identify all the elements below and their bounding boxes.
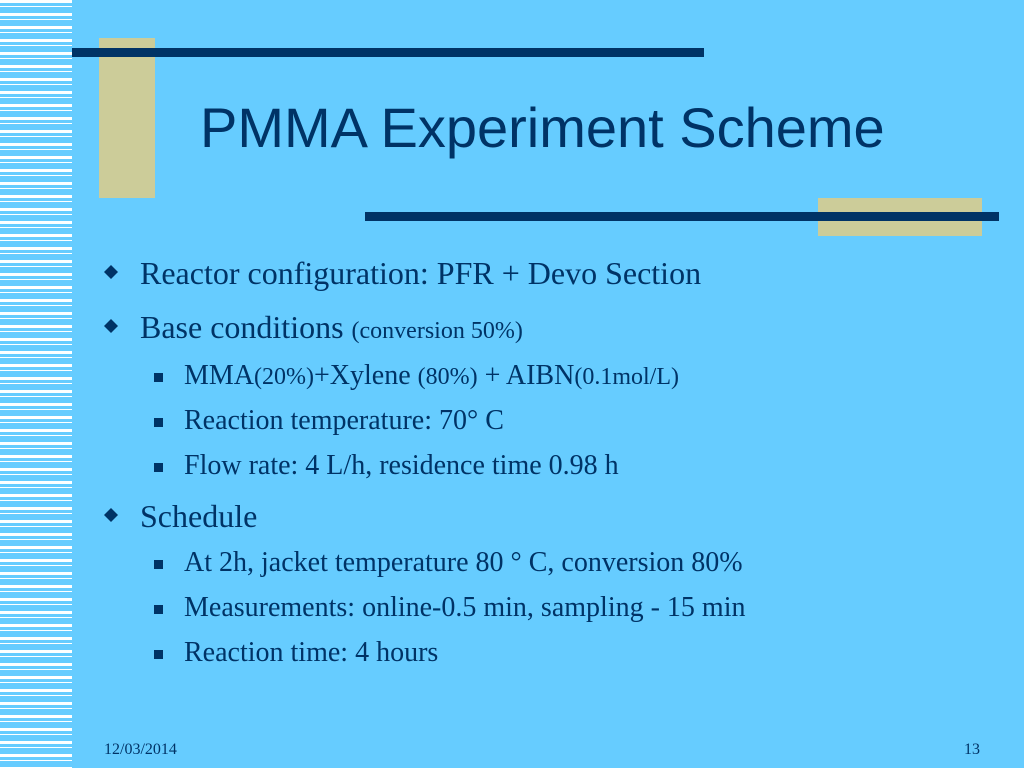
square-bullet-icon — [154, 463, 163, 472]
bullet-text: Reactor configuration: PFR + Devo Section — [140, 255, 702, 291]
bullet-text: Reaction temperature: 70° C — [184, 405, 504, 436]
composition-aibn-concentration: (0.1mol/L) — [574, 364, 679, 390]
bullet-item-reaction-time — [184, 635, 438, 671]
composition-mma: MMA — [184, 360, 255, 391]
bullet-text: Schedule — [140, 498, 258, 534]
slide-title: PMMA Experiment Scheme — [200, 96, 885, 159]
bullet-item-schedule — [140, 496, 257, 536]
bullet-text: Base conditions — [140, 309, 352, 345]
square-bullet-icon — [154, 650, 163, 659]
bullet-text: Reaction time: 4 hours — [184, 637, 439, 668]
bullet-item-measurements — [184, 590, 745, 626]
bullet-item-reactor-configuration — [140, 253, 701, 293]
bullet-item-composition — [184, 358, 679, 395]
bullet-item-flow-rate — [184, 448, 619, 484]
bullet-text: Flow rate: 4 L/h, residence time 0.98 h — [184, 450, 619, 481]
bullet-note: (conversion 50%) — [351, 318, 523, 344]
composition-aibn: + AIBN — [477, 360, 575, 391]
bullet-text: Measurements: online-0.5 min, sampling - 15 min — [184, 592, 746, 623]
bullet-item-reaction-temperature — [184, 403, 504, 439]
footer-date: 12/03/2014 — [104, 741, 177, 758]
composition-xylene: +Xylene — [314, 360, 418, 391]
diamond-bullet-icon — [104, 508, 118, 522]
square-bullet-icon — [154, 418, 163, 427]
composition-mma-fraction: (20%) — [254, 364, 314, 390]
slide-number: 13 — [964, 741, 980, 758]
square-bullet-icon — [154, 605, 163, 614]
bullet-text: At 2h, jacket temperature 80 ° C, conversion 80% — [184, 547, 743, 578]
square-bullet-icon — [154, 373, 163, 382]
composition-xylene-fraction: (80%) — [417, 364, 478, 390]
bullet-item-jacket-temperature — [184, 545, 743, 581]
bullet-item-base-conditions — [140, 307, 523, 351]
square-bullet-icon — [154, 560, 163, 569]
diamond-bullet-icon — [104, 265, 118, 279]
diamond-bullet-icon — [104, 319, 118, 333]
